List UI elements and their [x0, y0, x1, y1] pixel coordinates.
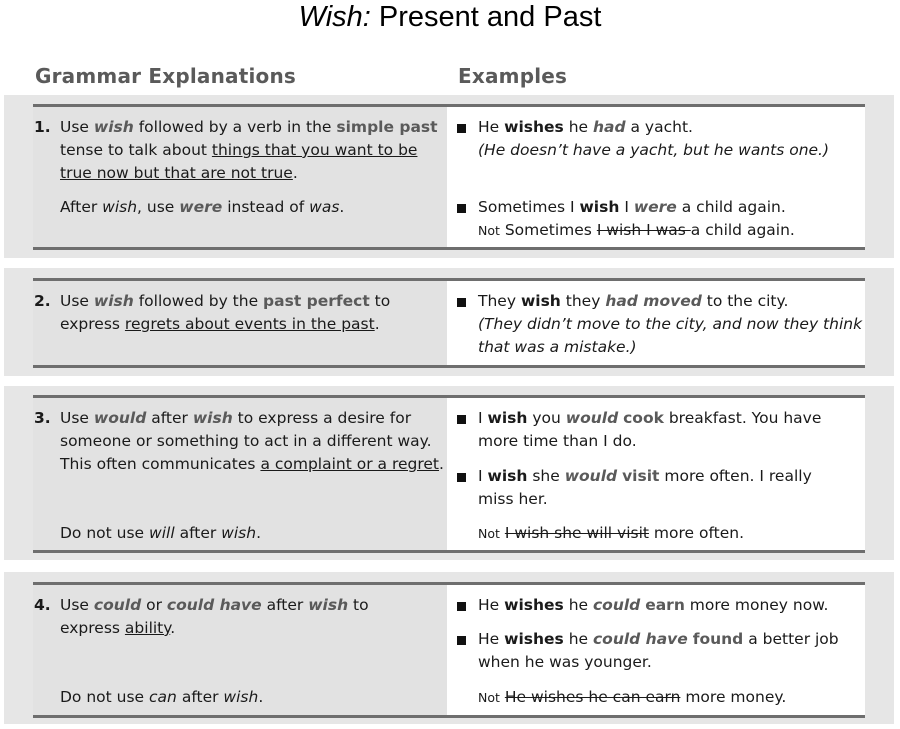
explanation-line: Use could or could have after wish to [60, 596, 369, 614]
bullet-square-icon [457, 636, 466, 645]
section-2-examples [447, 281, 865, 365]
example-note: that was a mistake.) [478, 338, 637, 356]
explanation-line: express ability. [60, 619, 176, 637]
incorrect-example-line: Not Sometimes I wish I was a child again. [478, 221, 795, 239]
section-2 [33, 278, 865, 368]
explanation-line: true now but that are not true. [60, 164, 298, 182]
section-2-explanation [33, 281, 447, 365]
explanation-line: Do not use will after wish. [60, 524, 261, 542]
section-4 [33, 582, 865, 718]
explanation-line: express regrets about events in the past. [60, 315, 380, 333]
explanation-line: someone or something to act in a different way. [60, 432, 432, 450]
example-note: (He doesn’t have a yacht, but he wants one.) [478, 141, 830, 159]
example-line: when he was younger. [478, 653, 652, 671]
explanation-line: Do not use can after wish. [60, 688, 264, 706]
section-3 [33, 395, 865, 553]
section-number: 1. [34, 118, 51, 136]
bullet-square-icon [457, 298, 466, 307]
section-3-examples [447, 398, 865, 550]
bullet-square-icon [457, 204, 466, 213]
example-line: I wish she would visit more often. I really [478, 467, 812, 485]
section-number: 4. [34, 596, 51, 614]
example-line: I wish you would cook breakfast. You have [478, 409, 822, 427]
explanation-line: Use would after wish to express a desire for [60, 409, 412, 427]
section-number: 3. [34, 409, 51, 427]
example-line: Sometimes I wish I were a child again. [478, 198, 786, 216]
incorrect-example-line: Not He wishes he can earn more money. [478, 688, 787, 706]
bullet-square-icon [457, 124, 466, 133]
page-title: Wish: Present and Past [298, 1, 602, 33]
explanation-line: tense to talk about things that you want to be [60, 141, 418, 159]
section-4-explanation [33, 585, 447, 715]
section-1-explanation [33, 107, 447, 247]
example-line: miss her. [478, 490, 548, 508]
section-3-explanation [33, 398, 447, 550]
section-number: 2. [34, 292, 51, 310]
section-1 [33, 104, 865, 250]
example-note: (They didn’t move to the city, and now they think [478, 315, 863, 333]
bullet-square-icon [457, 415, 466, 424]
header-grammar-explanations: Grammar Explanations [35, 64, 297, 88]
bullet-square-icon [457, 602, 466, 611]
section-1-examples [447, 107, 865, 247]
example-line: He wishes he could earn more money now. [478, 596, 829, 614]
header-examples: Examples [458, 64, 568, 88]
explanation-line: This often communicates a complaint or a regret. [60, 455, 444, 473]
example-line: He wishes he had a yacht. [478, 118, 693, 136]
explanation-line: Use wish followed by the past perfect to [60, 292, 391, 310]
section-4-examples [447, 585, 865, 715]
example-line: more time than I do. [478, 432, 637, 450]
bullet-square-icon [457, 473, 466, 482]
example-line: He wishes he could have found a better job [478, 630, 839, 648]
explanation-line: After wish, use were instead of was. [60, 198, 345, 216]
incorrect-example-line: Not I wish she will visit more often. [478, 524, 745, 542]
example-line: They wish they had moved to the city. [478, 292, 789, 310]
explanation-line: Use wish followed by a verb in the simple past [60, 118, 438, 136]
